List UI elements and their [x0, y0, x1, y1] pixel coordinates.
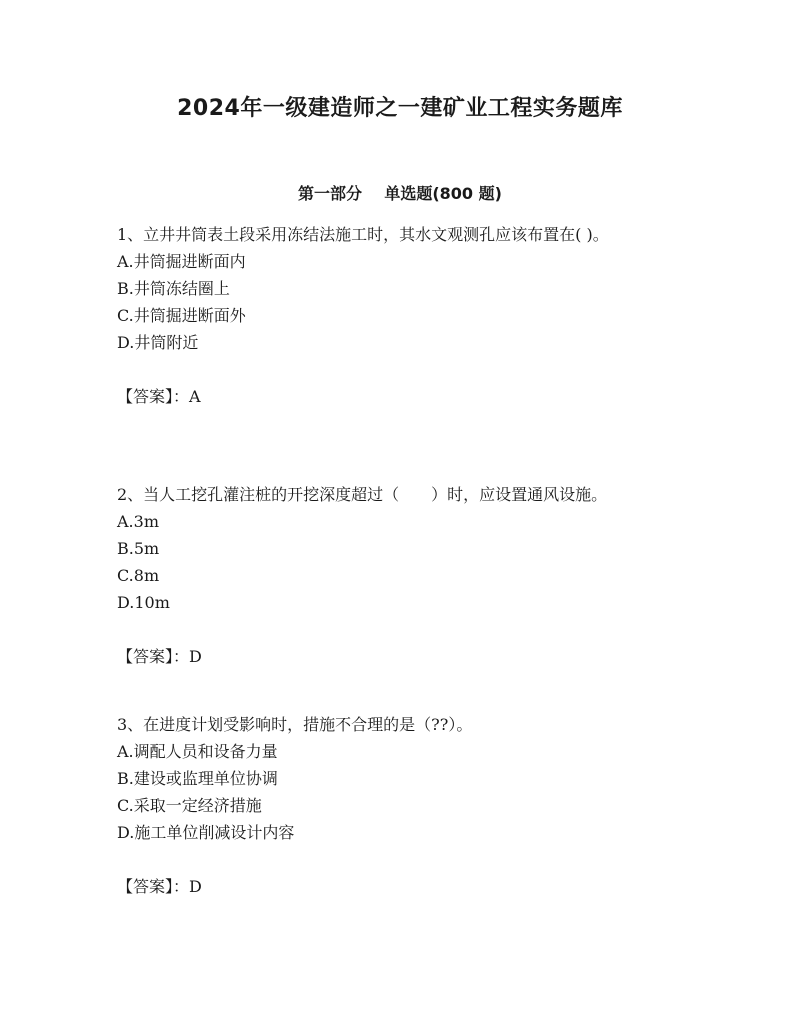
question-1 [117, 221, 677, 410]
question-stem: 3、在进度计划受影响时，措施不合理的是（??）。 [117, 715, 473, 734]
option-d: D.10m [117, 593, 170, 612]
question-3 [117, 711, 677, 900]
page-title: 2024年一级建造师之一建矿业工程实务题库 [177, 96, 623, 121]
option-b: B.井筒冻结圈上 [117, 279, 230, 298]
answer: 【答案】：D [117, 647, 202, 666]
question-stem: 1、立井井筒表土段采用冻结法施工时，其水文观测孔应该布置在( )。 [117, 225, 609, 244]
question-stem: 2、当人工挖孔灌注桩的开挖深度超过（ ）时，应设置通风设施。 [117, 485, 608, 504]
option-b: B.5m [117, 539, 160, 558]
option-a: A.3m [117, 512, 159, 531]
answer: 【答案】：A [117, 387, 201, 406]
option-c: C.井筒掘进断面外 [117, 306, 246, 325]
question-2 [117, 481, 677, 670]
option-c: C.采取一定经济措施 [117, 796, 262, 815]
option-c: C.8m [117, 566, 160, 585]
option-d: D.井筒附近 [117, 333, 199, 352]
option-a: A.井筒掘进断面内 [117, 252, 246, 271]
option-b: B.建设或监理单位协调 [117, 769, 278, 788]
option-a: A.调配人员和设备力量 [117, 742, 278, 761]
option-d: D.施工单位削减设计内容 [117, 823, 295, 842]
answer: 【答案】：D [117, 877, 202, 896]
section-title: 第一部分 单选题(800 题) [298, 184, 502, 203]
